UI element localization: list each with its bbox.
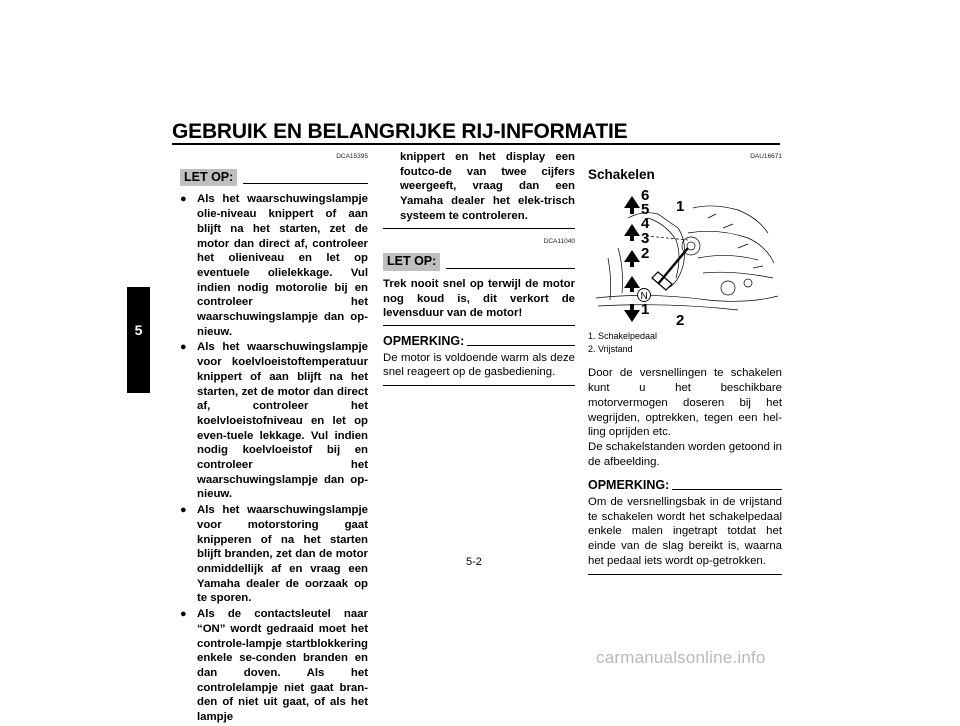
caution-code: DCA15395 [336, 153, 368, 160]
page-title: GEBRUIK EN BELANGRIJKE RIJ-INFORMATIE [172, 120, 628, 143]
callout-2: 2 [676, 312, 685, 327]
list-item: ● Als het waarschuwingslampje olie-niveau knippert of aan blijft na het starten, zet de motor dan direct af, controleer het olieniveau en let op eventuele olielekkage. Vul indien nodig motorolie bij en controleer het waarschuwingslampje dan op-nieuw. [180, 193, 368, 338]
gear-label: 1 [641, 301, 650, 319]
note-label: OPMERKING: [383, 334, 465, 349]
gear-shift-illustration [588, 188, 782, 326]
bullet-icon: ● [180, 504, 187, 517]
column-2 [383, 150, 575, 390]
gear-label: 6 [641, 188, 650, 205]
note-title [383, 334, 575, 349]
caution-end-rule-2 [383, 325, 575, 326]
caution-label-2: LET OP: [383, 253, 440, 271]
caution-title-2 [383, 253, 575, 271]
note-rule [467, 345, 575, 346]
caution-code-2: DCA11040 [543, 237, 575, 245]
caution-list [180, 192, 368, 724]
bullet-icon: ● [180, 341, 187, 354]
gear-label: 3 [641, 230, 650, 248]
section-code: DAU16671 [750, 153, 782, 160]
note-rule-2 [672, 489, 782, 490]
bullet-icon: ● [180, 193, 187, 206]
continued-bullet-text: knippert en het display een foutco-de van twee cijfers weergeeft, vraag dan een Yamaha dealer het elek-trisch systeem te controleren. [400, 151, 575, 222]
list-item: ● Als het waarschuwingslampje voor motorstoring gaat knipperen of na het starten blijft branden, zet dan de motor onmiddellijk af en vraag een Yamaha dealer de oorzaak op te sporen. [180, 504, 368, 605]
caution-rule-2 [446, 268, 575, 269]
gear-label: N [640, 291, 648, 303]
note-text: De motor is voldoende warm als deze snel reageert op de gasbediening. [383, 351, 575, 379]
chapter-number: 5 [134, 322, 143, 338]
body-paragraph-1: Door de versnellingen te schakelen kunt u het beschikbare motorvermogen doseren bij het wegrijden, optrekken, tegen een hel-ling oprijden etc. [588, 367, 782, 439]
section-heading: Schakelen [588, 166, 655, 182]
gear-label: 2 [641, 245, 650, 263]
gear-shift-figure [588, 188, 782, 326]
column-1 [180, 150, 368, 726]
chapter-tab [127, 287, 150, 393]
caution-end-rule [383, 228, 575, 229]
figure-caption-2: 2. Vrijstand [588, 344, 633, 355]
gear-label: 5 [641, 201, 650, 219]
caution-text: Trek nooit snel op terwijl de motor nog koud is, dit verkort de levensduur van de motor! [383, 277, 575, 320]
note-end-rule [383, 385, 575, 386]
header-rule [172, 143, 780, 145]
body-paragraph-2: De schakelstanden worden getoond in de afbeelding. [588, 440, 782, 468]
note-text-2: Om de versnellingsbak in de vrijstand te schakelen wordt het schakelpedaal enkele malen ingetrapt totdat het einde van de slag bereikt is, waarna het pedaal iets wordt op-getrokken. [588, 496, 782, 567]
bullet-icon: ● [180, 608, 187, 621]
caution-title [180, 169, 368, 187]
note-label-2: OPMERKING: [588, 478, 670, 493]
list-item: ● Als het waarschuwingslampje voor koelvloeistoftemperatuur knippert of aan blijft na het starten, zet de motor dan direct af, controleer het koelvloeistofniveau en let op even-tuele lekkage. Vul indien nodig koelvloeistof bij en controleer het waarschuwingslampje dan op-nieuw. [180, 341, 368, 501]
note-end-rule-2 [588, 574, 782, 575]
caution-label: LET OP: [180, 169, 237, 187]
note-title-2 [588, 478, 782, 493]
column-3 [588, 150, 782, 579]
gear-label: 4 [641, 215, 650, 233]
caution-rule [243, 183, 368, 184]
page-number: 5-2 [466, 556, 482, 568]
callout-1: 1 [676, 198, 685, 216]
figure-caption-1: 1. Schakelpedaal [588, 331, 658, 342]
watermark: carmanualsonline.info [596, 648, 766, 667]
list-item: ● Als de contactsleutel naar “ON” wordt gedraaid moet het controle-lampje startblokkering enkele se-conden branden en dan doven. Als het controlelampje niet gaat bran-den of niet uit gaat, of als het lampje [180, 608, 368, 724]
